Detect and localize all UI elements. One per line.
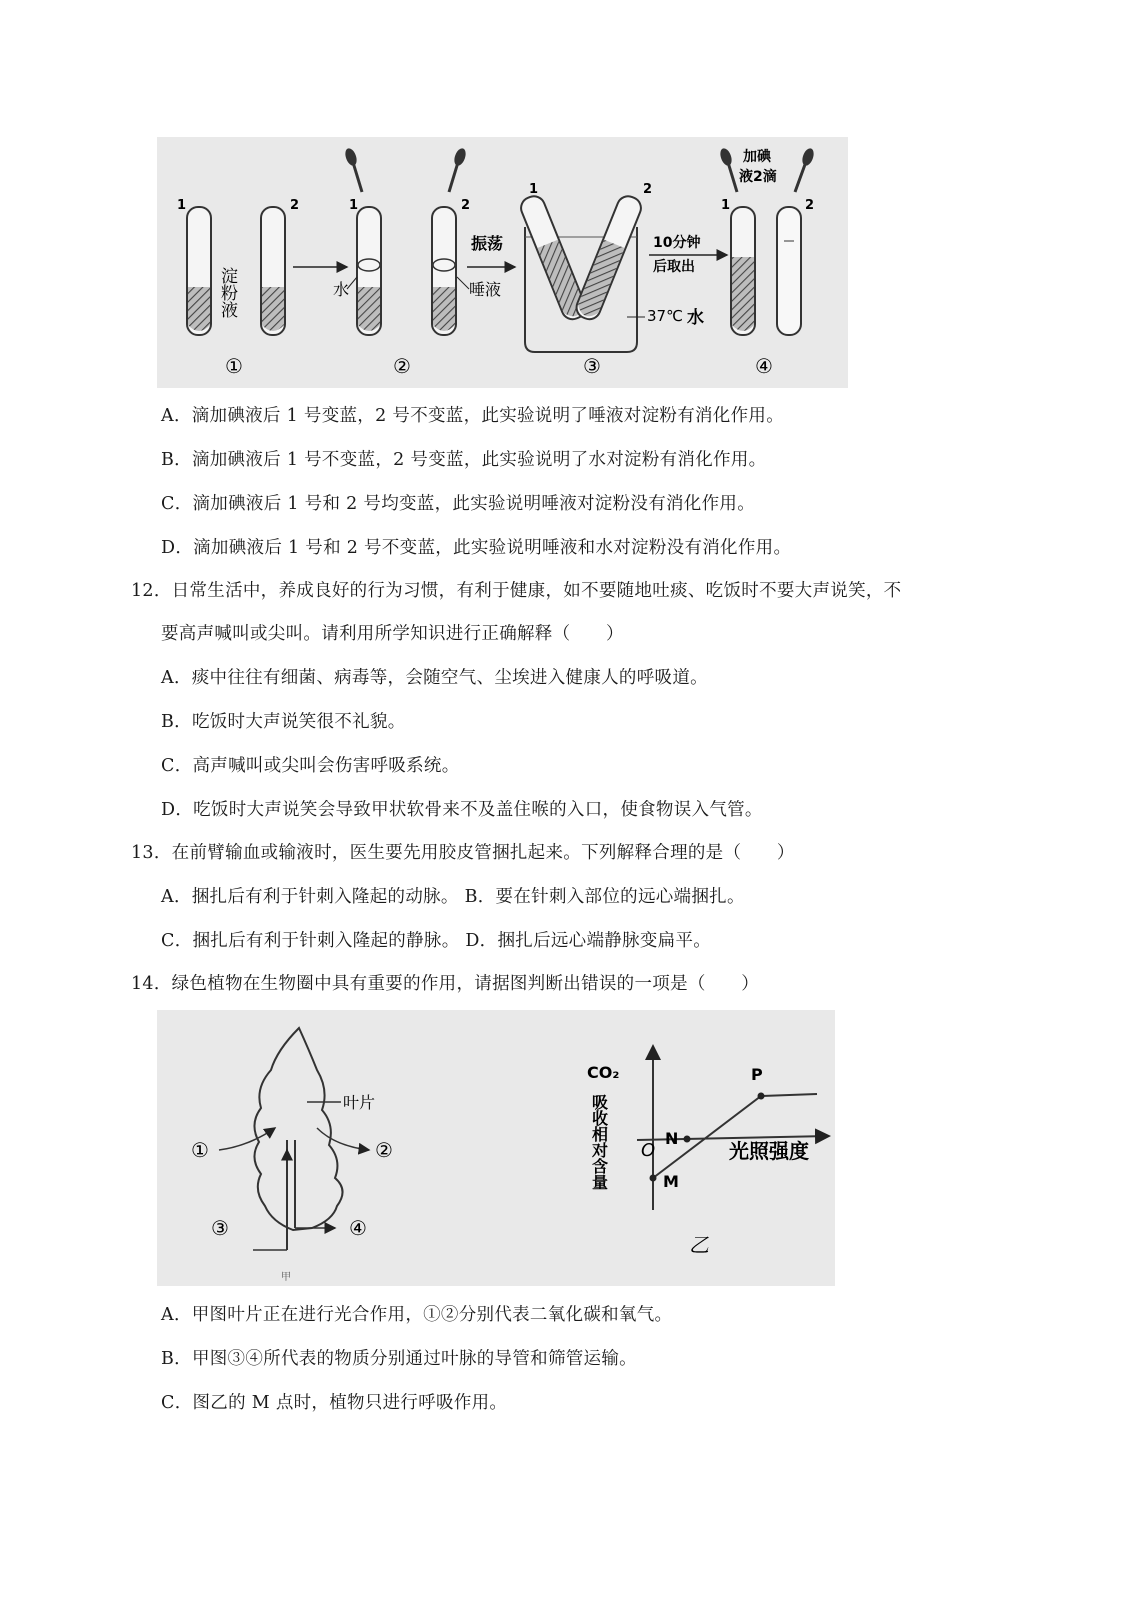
step1-tubes <box>177 198 299 335</box>
step2-tubes <box>343 147 470 335</box>
starch-solution-label: 淀粉液 <box>217 267 237 318</box>
point-n <box>684 1136 691 1143</box>
water-label: 水 <box>333 280 350 299</box>
q13-options-ab: A．捆扎后有利于针刺入隆起的动脉。 B．要在针刺入部位的远心端捆扎。 <box>161 887 745 907</box>
point-m <box>650 1175 657 1182</box>
tube-num-1-step4: 1 <box>721 198 731 213</box>
q11-option-b: B．滴加碘液后 1 号不变蓝，2 号变蓝，此实验说明了水对淀粉有消化作用。 <box>161 450 767 470</box>
step3-water-bath <box>518 182 652 352</box>
step-number-2: ② <box>393 354 411 378</box>
q12-stem-line1: 12．日常生活中，养成良好的行为习惯，有利于健康，如不要随地吐痰、吃饭时不要大声说笑，不 <box>131 581 902 601</box>
arrow-label-1: ① <box>191 1138 209 1162</box>
q11-option-d: D．滴加碘液后 1 号和 2 号不变蓝，此实验说明唾液和水对淀粉没有消化作用。 <box>161 538 792 558</box>
temperature-label: 37℃ <box>647 307 683 325</box>
point-p <box>758 1093 765 1100</box>
y-axis-label: 吸收相对含量 <box>589 1094 609 1190</box>
q12-option-a: A．痰中往往有细菌、病毒等，会随空气、尘埃进入健康人的呼吸道。 <box>161 668 708 688</box>
starch-experiment-figure <box>157 137 848 388</box>
tube-num-2-step2: 2 <box>461 198 471 213</box>
starch-experiment-diagram <box>157 137 848 388</box>
plant-figure <box>157 1010 835 1286</box>
q12-option-d: D．吃饭时大声说笑会导致甲状软骨来不及盖住喉的入口，使食物误入气管。 <box>161 800 763 820</box>
yi-label: 乙 <box>689 1233 709 1257</box>
point-m-label: M <box>663 1172 679 1191</box>
leaf-label: 叶片 <box>343 1093 376 1112</box>
leaf-and-co2-graph <box>157 1010 835 1286</box>
take-out-label: 后取出 <box>653 259 695 275</box>
q12-stem-line2: 要高声喊叫或尖叫。请利用所学知识进行正确解释（ ） <box>161 624 624 644</box>
arrow-label-4: ④ <box>349 1216 367 1240</box>
step-number-1: ① <box>225 354 243 378</box>
q12-option-c: C．高声喊叫或尖叫会伤害呼吸系统。 <box>161 756 460 776</box>
water-bath-label: 水 <box>687 308 704 328</box>
q14-stem: 14．绿色植物在生物圈中具有重要的作用，请据图判断出错误的一项是（ ） <box>131 974 760 994</box>
step-number-3: ③ <box>583 354 601 378</box>
q14-option-b: B．甲图③④所代表的物质分别通过叶脉的导管和筛管运输。 <box>161 1349 637 1369</box>
point-n-label: N <box>665 1129 679 1148</box>
tube-num-1: 1 <box>177 198 187 213</box>
q14-option-a: A．甲图叶片正在进行光合作用，①②分别代表二氧化碳和氧气。 <box>161 1305 673 1325</box>
ten-minutes-label: 10分钟 <box>653 235 701 251</box>
jia-label: 甲 <box>281 1272 291 1283</box>
q13-options-cd: C．捆扎后有利于针刺入隆起的静脉。 D．捆扎后远心端静脉变扁平。 <box>161 931 712 951</box>
q14-option-c: C．图乙的 M 点时，植物只进行呼吸作用。 <box>161 1393 508 1413</box>
q12-option-b: B．吃饭时大声说笑很不礼貌。 <box>161 712 406 732</box>
saliva-label: 唾液 <box>469 280 502 299</box>
arrow-label-3: ③ <box>211 1216 229 1240</box>
y-axis-co2: CO₂ <box>587 1063 620 1082</box>
tube-num-1-step3: 1 <box>529 182 539 197</box>
q11-option-c: C．滴加碘液后 1 号和 2 号均变蓝，此实验说明唾液对淀粉没有消化作用。 <box>161 494 756 514</box>
shake-label: 振荡 <box>471 234 504 253</box>
iodine-label-line2: 液2滴 <box>739 169 777 185</box>
x-axis-label: 光照强度 <box>729 1139 809 1163</box>
point-p-label: P <box>751 1065 763 1084</box>
q13-stem: 13．在前臂输血或输液时，医生要先用胶皮管捆扎起来。下列解释合理的是（ ） <box>131 843 795 863</box>
tube-num-2: 2 <box>290 198 300 213</box>
q11-option-a: A．滴加碘液后 1 号变蓝，2 号不变蓝，此实验说明了唾液对淀粉有消化作用。 <box>161 406 784 426</box>
leaf-diagram <box>219 1028 369 1250</box>
step-number-4: ④ <box>755 354 773 378</box>
arrow-label-2: ② <box>375 1138 393 1162</box>
tube-num-2-step3: 2 <box>643 182 653 197</box>
origin-label: O <box>641 1140 656 1161</box>
tube-num-1-step2: 1 <box>349 198 359 213</box>
tube-num-2-step4: 2 <box>805 198 815 213</box>
iodine-label-line1: 加碘 <box>743 149 771 165</box>
